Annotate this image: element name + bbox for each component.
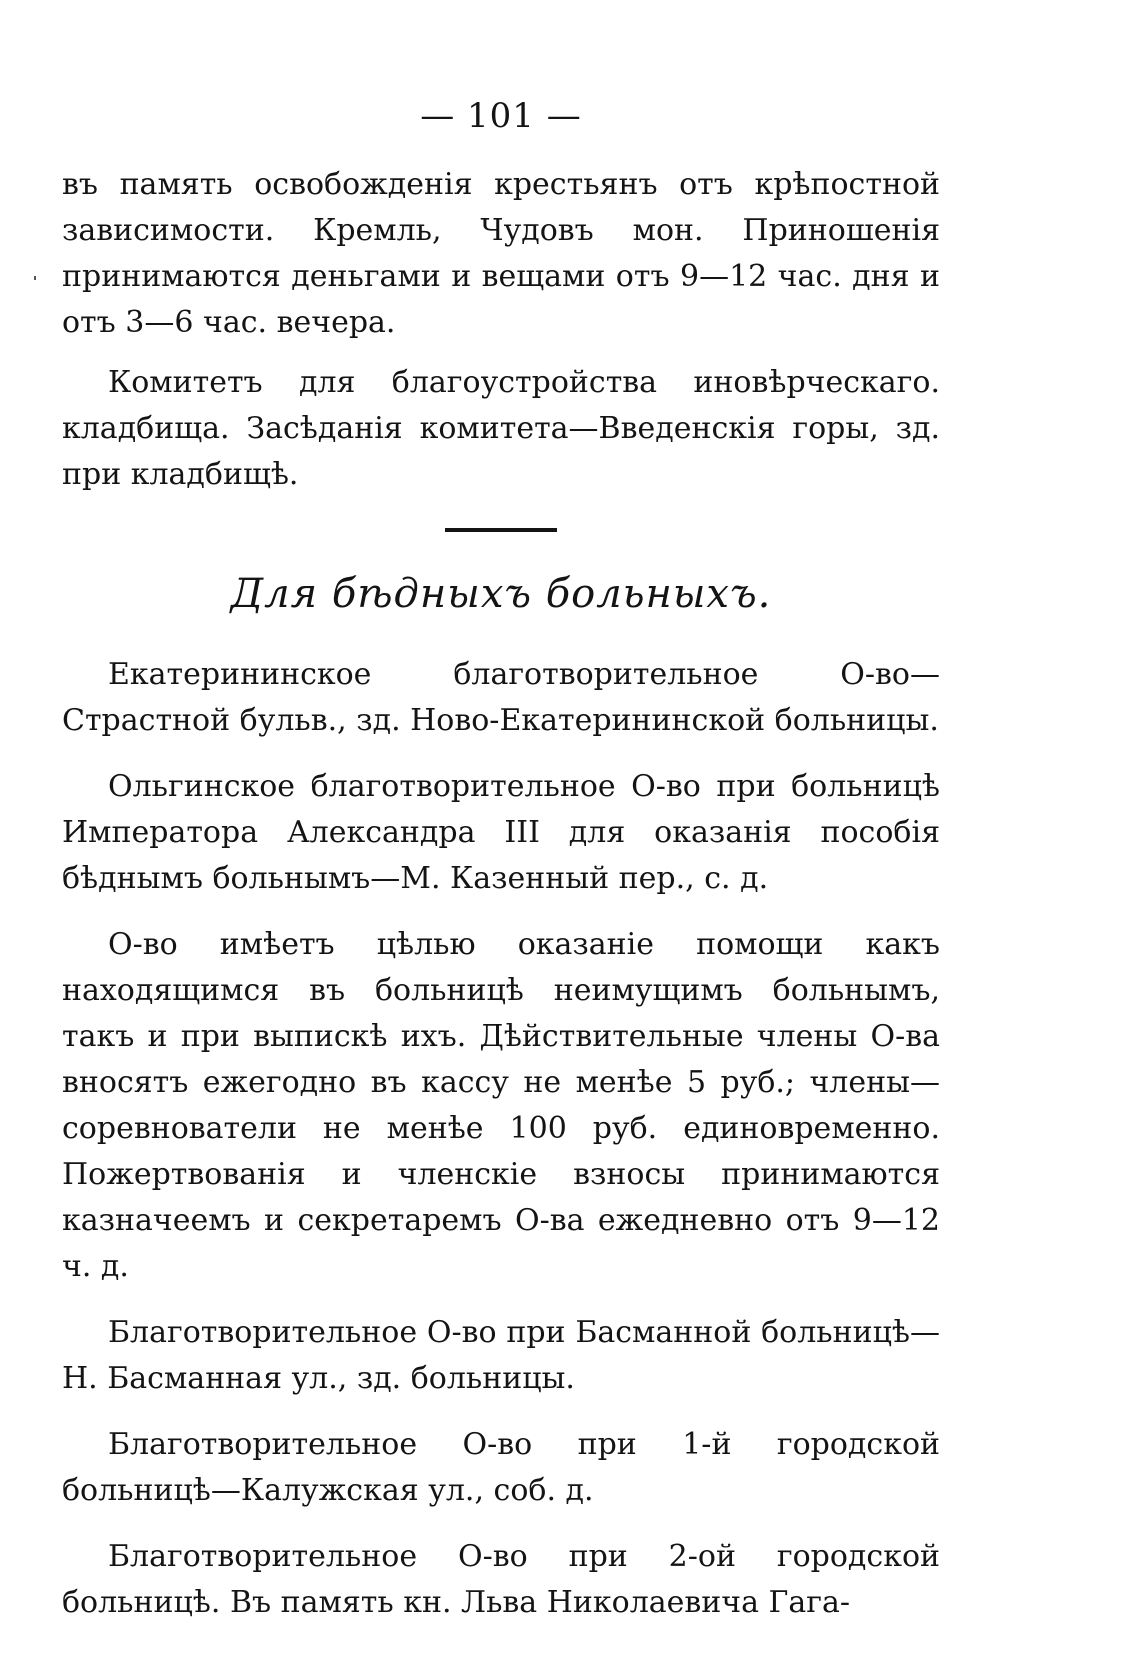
page-number: — 101 —	[420, 96, 582, 136]
paragraph-ekaterininskoe: Екатерининское благотворительное О-во—Страстной бульв., зд. Ново-Екатерининской больницы.	[62, 657, 940, 738]
margin-mark	[34, 276, 36, 280]
paragraph-basmannaya: Благотворительное О-во при Басманной больницѣ—Н. Басманная ул., зд. больницы.	[62, 1315, 940, 1396]
paragraph-continuation: въ память освобожденія крестьянъ отъ крѣпостной зависимости. Кремль, Чудовъ мон. Приношенія принимаются деньгами и вещами отъ 9—12 час. дня и отъ 3—6 час. вечера.	[62, 167, 940, 340]
paragraph-first-city-hospital: Благотворительное О-во при 1-й городской больницѣ—Калужская ул., соб. д.	[62, 1427, 940, 1508]
paragraph-second-city-hospital: Благотворительное О-во при 2-ой городской больницѣ. Въ память кн. Льва Николаевича Гага-	[62, 1539, 940, 1620]
paragraph-cemetery-committee: Комитетъ для благоустройства иновѣрческаго. кладбища. Засѣданія комитета—Введенскія горы, зд. при кладбищѣ.	[62, 365, 940, 492]
section-heading: Для бѣдныхъ больныхъ.	[230, 571, 772, 617]
paragraph-society-purpose: О-во имѣетъ цѣлью оказаніе помощи какъ находящимся въ больницѣ неимущимъ больнымъ, такъ и при выпискѣ ихъ. Дѣйствительные члены О-ва вносятъ ежегодно въ кассу не менѣе 5 руб.; члены—соревнователи не менѣе 100 руб. единовременно. Пожертвованія и членскіе взносы принимаются казначеемъ и секретаремъ О-ва ежедневно отъ 9—12 ч. д.	[62, 927, 940, 1284]
section-divider	[445, 528, 557, 532]
book-page	[62, 90, 940, 1626]
paragraph-olginskoe: Ольгинское благотворительное О-во при больницѣ Императора Александра III для оказанія пособія бѣднымъ больнымъ—М. Казенный пер., с. д.	[62, 769, 940, 896]
